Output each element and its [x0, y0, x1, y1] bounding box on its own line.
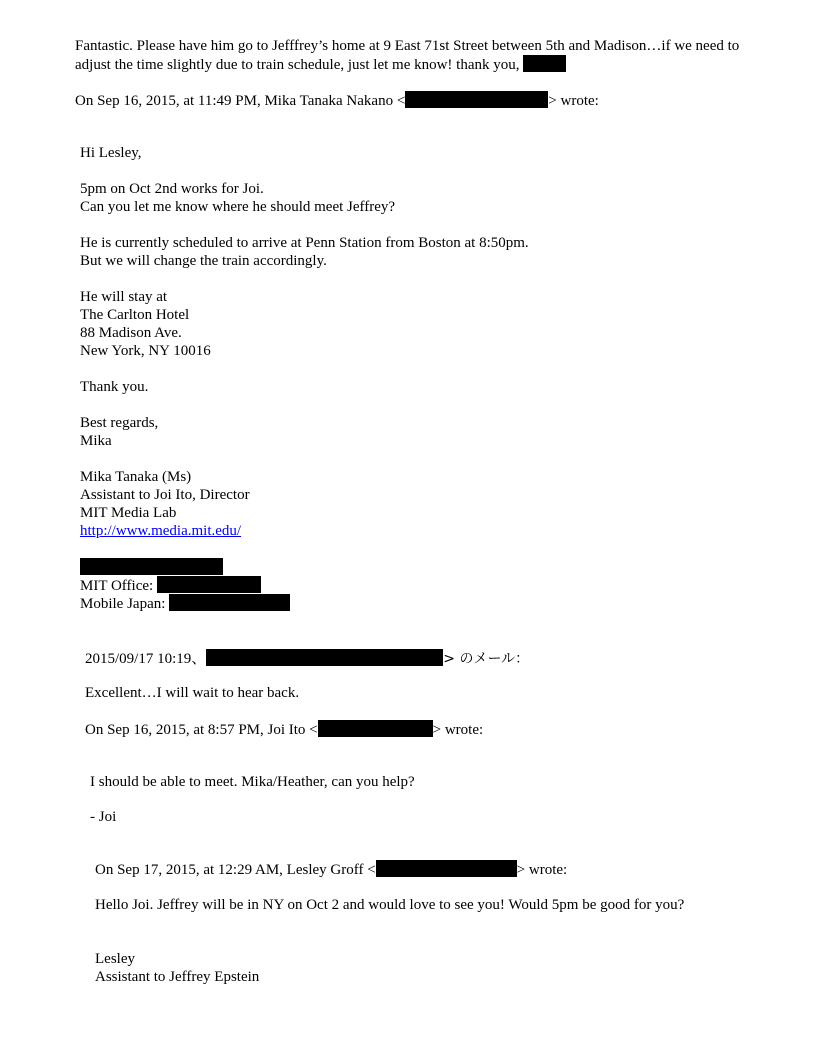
top-message	[75, 37, 755, 74]
signature-line: Assistant to Joi Ito, Director	[80, 487, 250, 503]
address-line: New York, NY 10016	[80, 343, 211, 359]
redacted-email	[318, 720, 433, 737]
address-line: 88 Madison Ave.	[80, 325, 182, 341]
redacted-email	[376, 860, 517, 877]
body-line: Can you let me know where he should meet Jeffrey?	[80, 199, 396, 215]
mobile-phone-line: Mobile Japan:	[80, 594, 290, 613]
office-phone-line: MIT Office:	[80, 576, 261, 595]
quote-header-joi: On Sep 16, 2015, at 8:57 PM, Joi Ito < > wrote:	[85, 722, 484, 738]
body-line: I should be able to meet. Mika/Heather, can you help?	[90, 774, 415, 790]
signature-line: Assistant to Jeffrey Epstein	[95, 969, 260, 985]
redacted-email	[206, 649, 443, 666]
greeting: Hi Lesley,	[80, 145, 142, 161]
body-line: 5pm on Oct 2nd works for Joi.	[80, 181, 264, 197]
signature-line: Lesley	[95, 951, 135, 967]
body-paragraph: Hello Joi. Jeffrey will be in NY on Oct 2 and would love to see you! Would 5pm be good for you?	[95, 897, 685, 913]
closing-name: Mika	[80, 433, 112, 449]
quote-header-jp: 2015/09/17 10:19、 > のメール：	[85, 651, 530, 667]
redacted-phone	[157, 576, 261, 593]
redacted-phone	[169, 594, 290, 611]
redacted-email	[405, 91, 548, 108]
lesley-reply: Excellent…I will wait to hear back.	[85, 685, 300, 701]
signature-line: Mika Tanaka (Ms)	[80, 469, 192, 485]
redacted-signature	[523, 55, 566, 72]
media-lab-link[interactable]: http://www.media.mit.edu/	[80, 523, 242, 539]
address-line: He will stay at	[80, 289, 168, 305]
address-line: The Carlton Hotel	[80, 307, 190, 323]
closing: Best regards,	[80, 415, 159, 431]
redacted-block	[80, 558, 223, 575]
signature-line: MIT Media Lab	[80, 505, 177, 521]
body-line: But we will change the train accordingly.	[80, 253, 327, 269]
body-line: - Joi	[90, 809, 117, 825]
body-line: He is currently scheduled to arrive at Penn Station from Boston at 8:50pm.	[80, 235, 529, 251]
thanks: Thank you.	[80, 379, 149, 395]
top-message-text: Fantastic. Please have him go to Jefffrey’s home at 9 East 71st Street between 5th and Madison…if we need to adjust the time slightly due to train schedule, just let me know! thank you,	[75, 38, 740, 73]
quote-header-mika: On Sep 16, 2015, at 11:49 PM, Mika Tanaka Nakano < > wrote:	[75, 93, 599, 109]
quote-header-lesley: On Sep 17, 2015, at 12:29 AM, Lesley Groff < > wrote:	[95, 862, 568, 878]
